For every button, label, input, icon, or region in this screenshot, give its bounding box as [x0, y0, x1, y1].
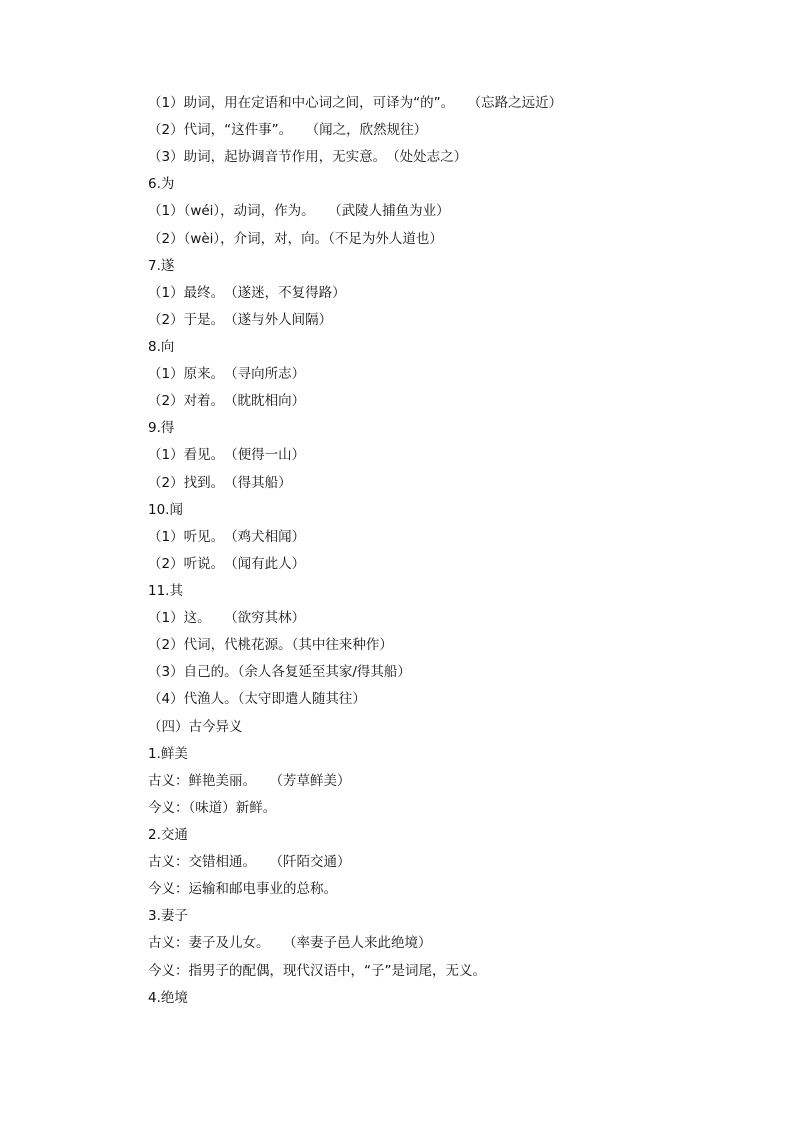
- text-line: （2）代词，代桃花源。（其中往来种作）: [148, 637, 393, 654]
- section-heading: 1.鲜美: [148, 745, 188, 762]
- section-heading: （四）古今异义: [148, 718, 243, 735]
- text-line: （1）看见。 （便得一山）: [148, 447, 306, 464]
- text-line: （1）助词，用在定语和中心词之间，可译为“的”。 （忘路之远近）: [148, 95, 563, 111]
- text-line: （2）于是。 （遂与外人间隔）: [148, 311, 333, 328]
- section-heading: 11.其: [148, 582, 183, 599]
- text-line: 今义：指男子的配偶，现代汉语中，“子”是词尾，无义。: [148, 962, 486, 979]
- text-line: （2）听说。 （闻有此人）: [148, 555, 306, 572]
- text-line: （3）自己的。（余人各复延至其家/得其船）: [148, 664, 411, 681]
- text-line: （1）（wéi），动词，作为。 （武陵人捕鱼为业）: [148, 203, 450, 220]
- text-line: （2）代词，“这件事”。 （闻之，欣然规往）: [148, 122, 428, 139]
- text-line: （1）原来。 （寻向所志）: [148, 366, 306, 383]
- section-heading: 2.交通: [148, 826, 188, 843]
- section-heading: 3.妻子: [148, 908, 188, 925]
- section-heading: 8.向: [148, 338, 175, 355]
- section-heading: 6.为: [148, 176, 175, 193]
- text-line: （2）找到。 （得其船）: [148, 474, 292, 491]
- text-line: 古义：交错相通。 （阡陌交通）: [148, 854, 351, 871]
- text-line: （2）（wèi），介词，对，向。（不足为外人道也）: [148, 230, 443, 247]
- section-heading: 4.绝境: [148, 989, 188, 1006]
- text-line: （3）助词，起协调音节作用，无实意。 （处处志之）: [148, 149, 468, 166]
- text-line: 古义：鲜艳美丽。 （芳草鲜美）: [148, 772, 351, 789]
- text-line: （2）对着。 （眈眈相向）: [148, 393, 306, 410]
- text-line: 今义：运输和邮电事业的总称。: [148, 881, 337, 898]
- document-body: [148, 90, 768, 1012]
- section-heading: 10.闻: [148, 501, 183, 518]
- text-line: （1）这。 （欲穷其林）: [148, 610, 306, 627]
- text-line: （4）代渔人。（太守即遣人随其往）: [148, 691, 366, 708]
- section-heading: 7.遂: [148, 257, 175, 274]
- text-line: （1）听见。 （鸡犬相闻）: [148, 528, 306, 545]
- text-line: 今义：（味道）新鲜。: [148, 799, 277, 816]
- text-line: （1）最终。 （遂迷，不复得路）: [148, 284, 346, 301]
- text-line: 古义：妻子及儿女。 （率妻子邑人来此绝境）: [148, 935, 432, 952]
- section-heading: 9.得: [148, 420, 175, 437]
